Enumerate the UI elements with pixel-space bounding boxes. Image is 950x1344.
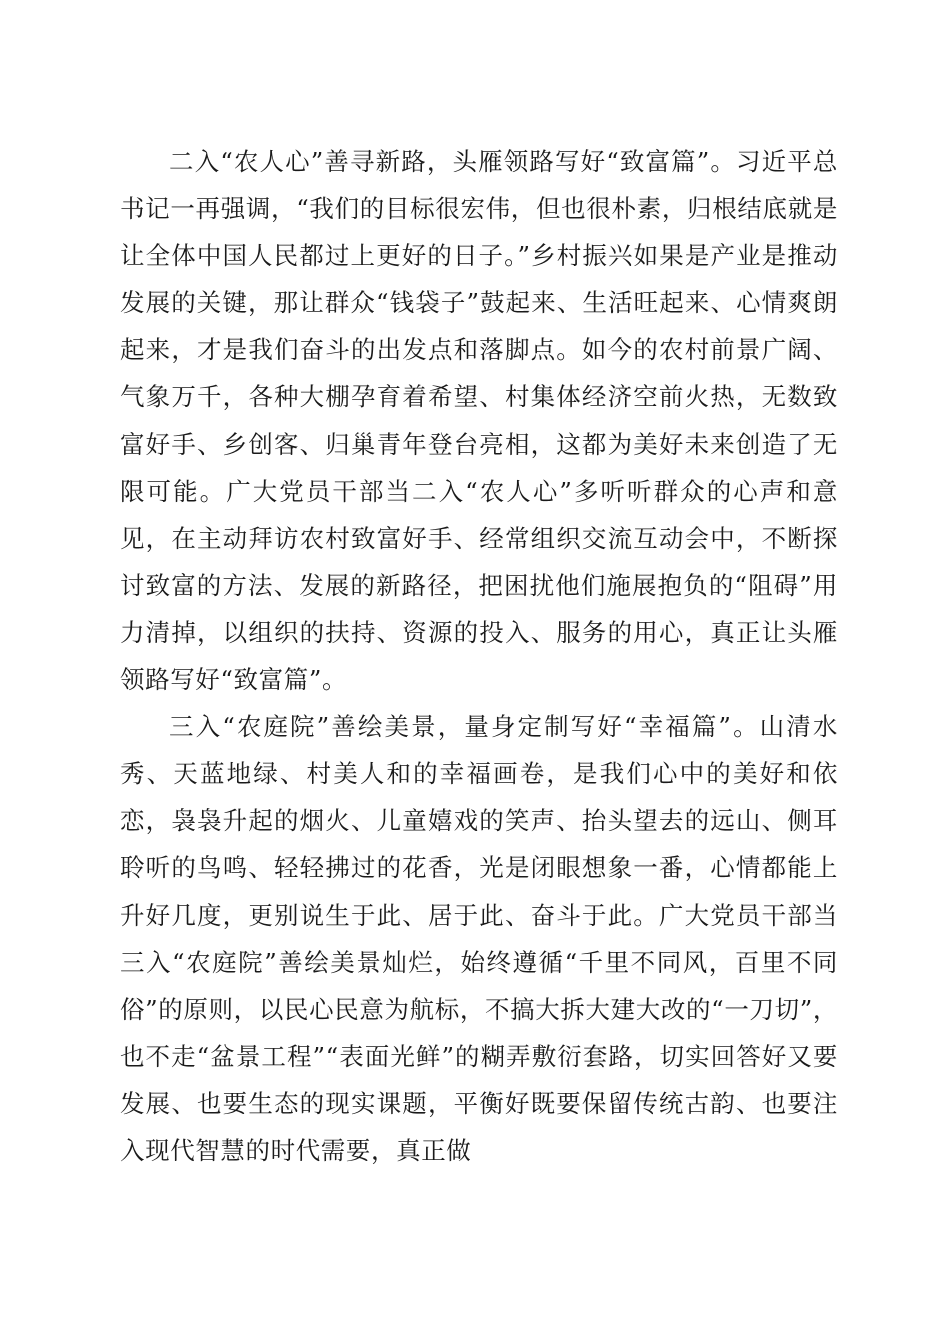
paragraph-wealth-chapter: 二入“农人心”善寻新路，头雁领路写好“致富篇”。习近平总书记一再强调，“我们的目标很宏伟，但也很朴素，归根结底就是让全体中国人民都过上更好的日子。”乡村振兴如果是产业是推动发展的关键，那让群众“钱袋子”鼓起来、生活旺起来、心情爽朗起来，才是我们奋斗的出发点和落脚点。如今的农村前景广阔、气象万千，各种大棚孕育着希望、村集体经济空前火热，无数致富好手、乡创客、归巢青年登台亮相，这都为美好未来创造了无限可能。广大党员干部当二入“农人心”多听听群众的心声和意见，在主动拜访农村致富好手、经常组织交流互动会中，不断探讨致富的方法、发展的新路径，把困扰他们施展抱负的“阻碍”用力清掉，以组织的扶持、资源的投入、服务的用心，真正让头雁领路写好“致富篇”。: [120, 147, 838, 695]
paragraph-happiness-chapter: 三入“农庭院”善绘美景，量身定制写好“幸福篇”。山清水秀、天蓝地绿、村美人和的幸福画卷，是我们心中的美好和依恋，袅袅升起的烟火、儿童嬉戏的笑声、抬头望去的远山、侧耳聆听的鸟鸣、轻轻拂过的花香，光是闭眼想象一番，心情都能上升好几度，更别说生于此、居于此、奋斗于此。广大党员干部当三入“农庭院”善绘美景灿烂，始终遵循“千里不同风，百里不同俗”的原则，以民心民意为航标，不搞大拆大建大改的“一刀切”，也不走“盆景工程”“表面光鲜”的糊弄敷衍套路，切实回答好又要发展、也要生态的现实课题，平衡好既要保留传统古韵、也要注入现代智慧的时代需要，真正做: [120, 712, 838, 1165]
document-body: [120, 138, 838, 1174]
